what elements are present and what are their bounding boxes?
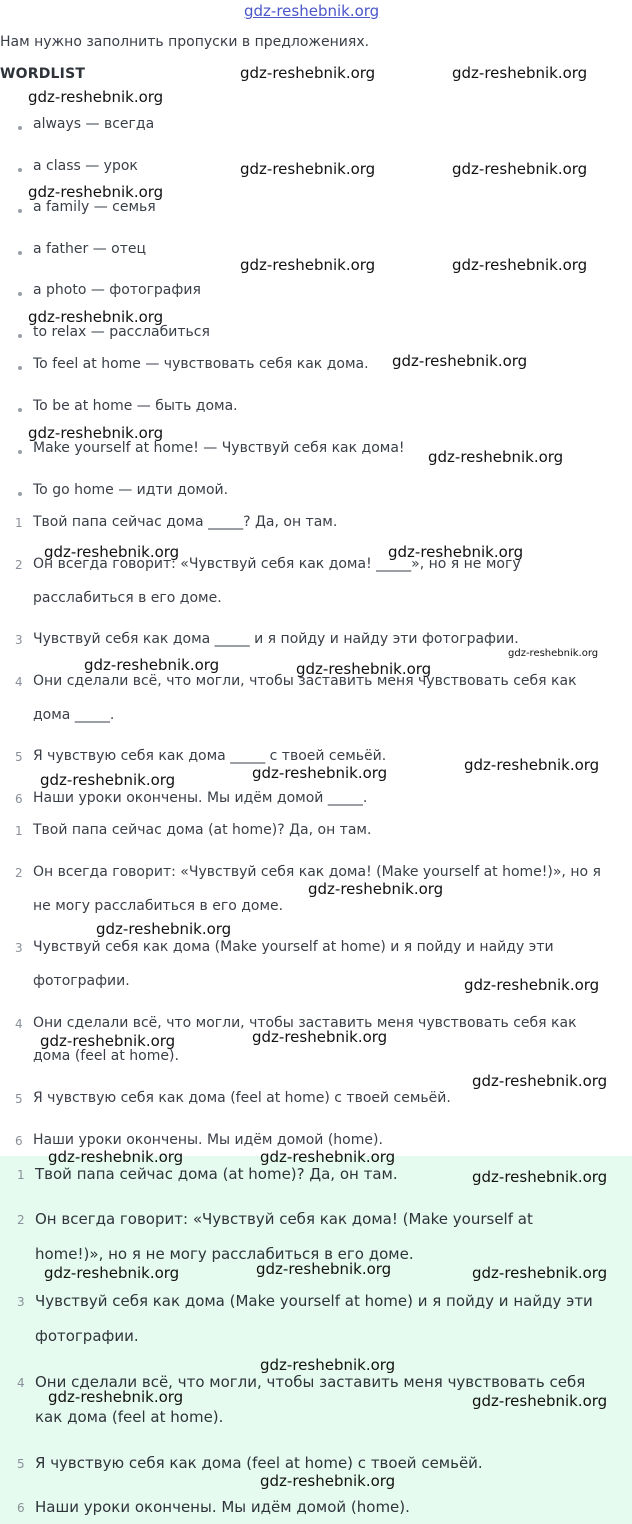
watermark-text: gdz-reshebnik.org	[44, 1264, 180, 1282]
item-number: 6	[15, 1134, 23, 1148]
exercise-line: Твой папа сейчас дома _____? Да, он там.	[33, 514, 338, 530]
answer-line: Чувствуй себя как дома (Make yourself at home) и я пойду и найду эти	[33, 939, 554, 955]
bullet-icon	[18, 492, 22, 496]
watermark-text: gdz-reshebnik.org	[44, 543, 180, 561]
wordlist-item: a class — урок	[33, 158, 138, 174]
final-answer-line: Я чувствую себя как дома (feel at home) с твоей семьёй.	[35, 1454, 483, 1472]
wordlist-item: to relax — расслабиться	[33, 324, 210, 340]
watermark-text: gdz-reshebnik.org	[508, 648, 599, 659]
watermark-text: gdz-reshebnik.org	[388, 543, 524, 561]
watermark-text: gdz-reshebnik.org	[28, 183, 164, 201]
bullet-icon	[18, 366, 22, 370]
watermark-text: gdz-reshebnik.org	[260, 1356, 396, 1374]
exercise-line: Они сделали всё, что могли, чтобы заставить меня чувствовать себя как	[33, 673, 577, 689]
exercise-line: дома _____.	[33, 707, 115, 723]
item-number: 3	[15, 633, 23, 647]
watermark-text: gdz-reshebnik.org	[48, 1148, 184, 1166]
wordlist-item: To be at home — быть дома.	[33, 398, 238, 414]
wordlist-item: a photo — фотография	[33, 282, 201, 298]
watermark-text: gdz-reshebnik.org	[96, 920, 232, 938]
answer-line: дома (feel at home).	[33, 1048, 179, 1064]
watermark-text: gdz-reshebnik.org	[240, 160, 376, 178]
answer-line: Они сделали всё, что могли, чтобы заставить меня чувствовать себя как	[33, 1015, 577, 1031]
answer-line: Он всегда говорит: «Чувствуй себя как дома! (Make yourself at home!)», но я	[33, 864, 601, 880]
item-number: 1	[15, 824, 23, 838]
bullet-icon	[18, 292, 22, 296]
watermark-text: gdz-reshebnik.org	[240, 64, 376, 82]
wordlist-item: a family — семья	[33, 199, 156, 215]
exercise-line: расслабиться в его доме.	[33, 590, 222, 606]
bullet-icon	[18, 450, 22, 454]
final-answer-line: фотографии.	[35, 1327, 139, 1345]
wordlist-item: To feel at home — чувствовать себя как дома.	[33, 356, 369, 372]
watermark-text: gdz-reshebnik.org	[296, 660, 432, 678]
final-answer-line: как дома (feel at home).	[35, 1408, 224, 1426]
watermark-text: gdz-reshebnik.org	[472, 1264, 608, 1282]
watermark-text: gdz-reshebnik.org	[472, 1392, 608, 1410]
watermark-text: gdz-reshebnik.org	[28, 88, 164, 106]
final-answer-line: Он всегда говорит: «Чувствуй себя как дома! (Make yourself at	[35, 1210, 533, 1228]
intro-text: Нам нужно заполнить пропуски в предложениях.	[0, 34, 370, 50]
exercise-line: Наши уроки окончены. Мы идём домой _____.	[33, 790, 368, 806]
item-number: 5	[15, 1092, 23, 1106]
watermark-text: gdz-reshebnik.org	[28, 424, 164, 442]
wordlist-item: a father — отец	[33, 241, 147, 257]
watermark-text: gdz-reshebnik.org	[428, 448, 564, 466]
watermark-text: gdz-reshebnik.org	[40, 1032, 176, 1050]
watermark-text: gdz-reshebnik.org	[84, 656, 220, 674]
item-number: 6	[15, 792, 23, 806]
watermark-text: gdz-reshebnik.org	[240, 256, 376, 274]
item-number: 2	[17, 1213, 25, 1227]
watermark-text: gdz-reshebnik.org	[252, 1028, 388, 1046]
watermark-text: gdz-reshebnik.org	[252, 764, 388, 782]
bullet-icon	[18, 168, 22, 172]
final-answer-line: Твой папа сейчас дома (at home)? Да, он там.	[35, 1165, 398, 1183]
watermark-top[interactable]: gdz-reshebnik.org	[244, 2, 380, 20]
item-number: 4	[17, 1376, 25, 1390]
final-answer-line: Наши уроки окончены. Мы идём домой (home).	[35, 1498, 410, 1516]
item-number: 3	[17, 1295, 25, 1309]
exercise-line: Чувствуй себя как дома _____ и я пойду и найду эти фотографии.	[33, 631, 519, 647]
watermark-text: gdz-reshebnik.org	[28, 308, 164, 326]
watermark-text: gdz-reshebnik.org	[464, 756, 600, 774]
final-answer-line: home!)», но я не могу расслабиться в его доме.	[35, 1245, 414, 1263]
watermark-text: gdz-reshebnik.org	[452, 64, 588, 82]
watermark-text: gdz-reshebnik.org	[452, 160, 588, 178]
answer-line: фотографии.	[33, 973, 130, 989]
exercise-line: Он всегда говорит: «Чувствуй себя как дома! _____», но я не могу	[33, 556, 521, 572]
answer-line: Наши уроки окончены. Мы идём домой (home).	[33, 1132, 383, 1148]
watermark-text: gdz-reshebnik.org	[472, 1072, 608, 1090]
watermark-text: gdz-reshebnik.org	[48, 1388, 184, 1406]
bullet-icon	[18, 126, 22, 130]
bullet-icon	[18, 408, 22, 412]
wordlist-title: WORDLIST	[0, 66, 86, 82]
wordlist-item: Make yourself at home! — Чувствуй себя как дома!	[33, 440, 405, 456]
exercise-line: Я чувствую себя как дома _____ с твоей семьёй.	[33, 748, 387, 764]
final-answer-line: Они сделали всё, что могли, чтобы заставить меня чувствовать себя	[35, 1373, 586, 1391]
watermark-text: gdz-reshebnik.org	[256, 1260, 392, 1278]
item-number: 3	[15, 941, 23, 955]
watermark-text: gdz-reshebnik.org	[464, 976, 600, 994]
item-number: 6	[17, 1501, 25, 1515]
item-number: 2	[15, 866, 23, 880]
wordlist-item: always — всегда	[33, 116, 155, 132]
bullet-icon	[18, 334, 22, 338]
watermark-text: gdz-reshebnik.org	[308, 880, 444, 898]
wordlist-item: To go home — идти домой.	[33, 482, 229, 498]
item-number: 5	[15, 750, 23, 764]
bullet-icon	[18, 209, 22, 213]
answer-line: Я чувствую себя как дома (feel at home) с твоей семьёй.	[33, 1090, 451, 1106]
watermark-text: gdz-reshebnik.org	[260, 1148, 396, 1166]
item-number: 1	[17, 1168, 25, 1182]
item-number: 5	[17, 1457, 25, 1471]
watermark-text: gdz-reshebnik.org	[452, 256, 588, 274]
answer-line: Твой папа сейчас дома (at home)? Да, он там.	[33, 822, 372, 838]
item-number: 1	[15, 516, 23, 530]
watermark-text: gdz-reshebnik.org	[40, 771, 176, 789]
item-number: 2	[15, 558, 23, 572]
answer-line: не могу расслабиться в его доме.	[33, 898, 284, 914]
watermark-text: gdz-reshebnik.org	[472, 1168, 608, 1186]
item-number: 4	[15, 1017, 23, 1031]
item-number: 4	[15, 675, 23, 689]
bullet-icon	[18, 251, 22, 255]
final-answer-line: Чувствуй себя как дома (Make yourself at home) и я пойду и найду эти	[35, 1292, 593, 1310]
watermark-text: gdz-reshebnik.org	[392, 352, 528, 370]
watermark-text: gdz-reshebnik.org	[260, 1472, 396, 1490]
